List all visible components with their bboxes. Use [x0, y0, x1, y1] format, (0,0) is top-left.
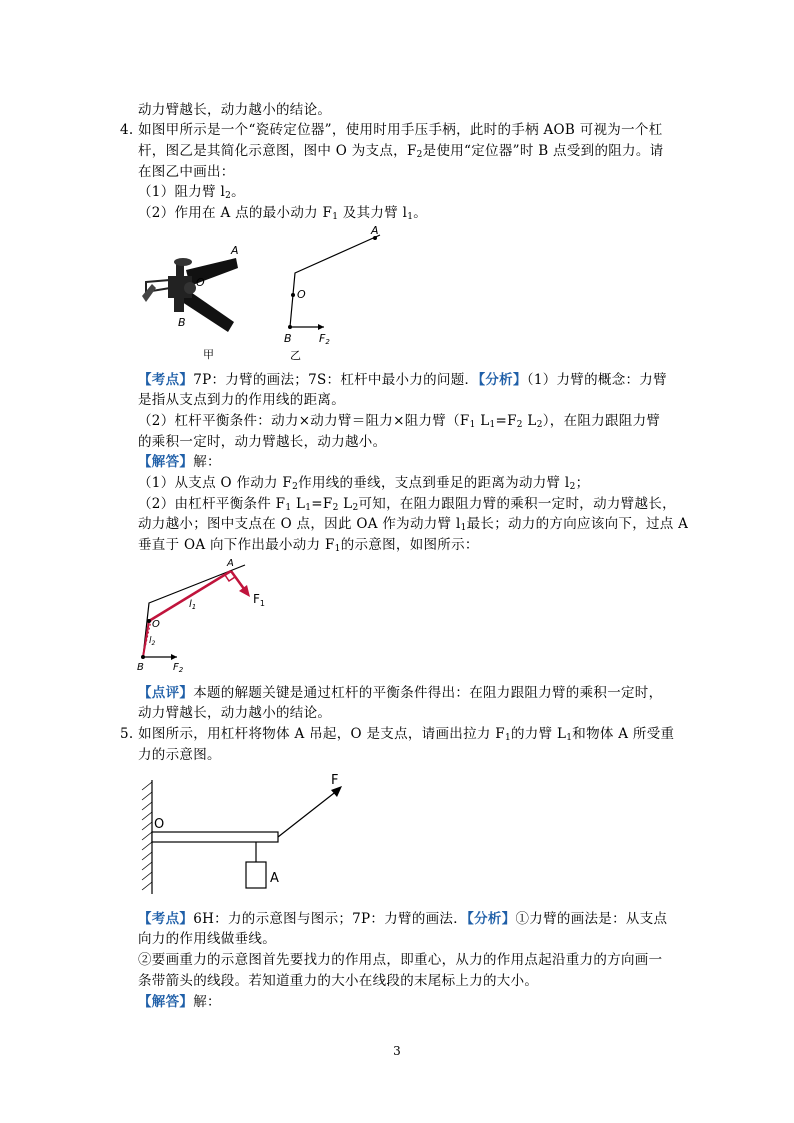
- dianping-line-2: 动力臂越长，动力越小的结论。: [138, 705, 332, 721]
- solution-line-2: （2）由杠杆平衡条件 $F_1$ $L_1=F_2$ $L_2$可知，在阻力跟阻力臂的乘积一定时，动力臂越长，: [138, 496, 676, 513]
- question-5-line-1: 5. 如图所示，用杠杆将物体 A 吊起，O 是支点，请画出拉力 $F_1$的力臂 $L_1$和物体 A 所受重: [120, 726, 675, 743]
- label-o: O: [297, 288, 306, 301]
- svg-text:l2: $l_2$: [149, 636, 156, 647]
- question-4-item-2: （2）作用在 A 点的最小动力 $F_1$ 及其力臂 $l_1$。: [138, 205, 428, 222]
- analysis5-line-3: 条带箭头的线段。若知道重力的大小在线段的末尾标上力的大小。: [138, 973, 539, 989]
- question-4-item-1: （1）阻力臂 $l_2$。: [138, 184, 245, 201]
- jieda5-line: 【解答】解：: [138, 994, 221, 1010]
- label-o: O: [154, 817, 165, 832]
- question-5-line-2: 力的示意图。: [138, 747, 221, 763]
- analysis-line-2: （2）杠杆平衡条件：动力×动力臂＝阻力×阻力臂（$F_1$ $L_1=F_2$ $L_2$），在阻力跟阻力臂: [138, 413, 661, 430]
- analysis-line-3: 的乘积一定时，动力臂越长，动力越小。: [138, 434, 387, 450]
- question-4-line-1: 4. 如图甲所示是一个“瓷砖定位器”，使用时用手压手柄，此时的手柄 AOB 可视为一个杠: [120, 122, 663, 138]
- label-f2: F2: [319, 332, 330, 346]
- kaodian5-line: 【考点】6H：力的示意图与图示；7P：力臂的画法．【分析】①力臂的画法是：从支点: [138, 911, 668, 927]
- figure-jia-tile-positioner: [138, 240, 248, 365]
- label-b: B: [178, 316, 186, 329]
- label-a: A: [231, 244, 239, 257]
- label-a: A: [371, 224, 379, 237]
- label-f: F: [331, 773, 339, 788]
- dianping-line: 【点评】本题的解题关键是通过杠杆的平衡条件得出：在阻力跟阻力臂的乘积一定时，: [138, 685, 663, 701]
- svg-text:l1: $l_1$: [189, 599, 197, 611]
- label-a: A: [270, 871, 279, 886]
- label-o: O: [196, 276, 205, 289]
- text-line: 动力臂越长，动力越小的结论。: [138, 102, 332, 118]
- kaodian-line: 【考点】7P：力臂的画法；7S：杠杆中最小力的问题．【分析】（1）力臂的概念：力臂: [138, 372, 667, 388]
- question-4-line-3: 在图乙中画出：: [138, 164, 235, 180]
- caption-jia: 甲: [203, 348, 214, 361]
- analysis5-line-1: 向力的作用线做垂线。: [138, 931, 276, 947]
- question-4-line-2: 杆，图乙是其简化示意图，图中 O 为支点，$F_2$是使用“定位器”时 B 点受到的阻力。请: [138, 143, 664, 160]
- solution-line-1: （1）从支点 O 作动力 $F_2$作用线的垂线，支点到垂足的距离为动力臂 $l_2$；: [138, 475, 590, 492]
- svg-text:A: A: [227, 558, 234, 569]
- svg-text:F2: $F_2$: [173, 662, 184, 674]
- analysis5-line-2: ②要画重力的示意图首先要找力的作用点，即重心，从力的作用点起沿重力的方向画一: [138, 952, 663, 968]
- caption-yi: 乙: [290, 349, 301, 362]
- solution-line-4: 垂直于 OA 向下作出最小动力 $F_1$的示意图，如图所示：: [138, 537, 479, 554]
- svg-text:B: B: [137, 662, 144, 673]
- page-number: 3: [393, 1044, 401, 1058]
- label-b: B: [284, 332, 292, 345]
- svg-text:F1: $F_1$: [253, 592, 265, 608]
- figure-yi-lever-diagram: [280, 225, 400, 365]
- figure-q5-lever: [138, 770, 358, 900]
- svg-text:O: O: [152, 619, 160, 630]
- solution-line-3: 动力越小；图中支点在 O 点，因此 OA 作为动力臂 $l_1$最长；动力的方向应该向下，过点 A: [138, 516, 689, 533]
- jieda-line: 【解答】解：: [138, 454, 221, 470]
- analysis-line-1: 是指从支点到力的作用线的距离。: [138, 392, 345, 408]
- figure-answer-lever: [135, 555, 285, 675]
